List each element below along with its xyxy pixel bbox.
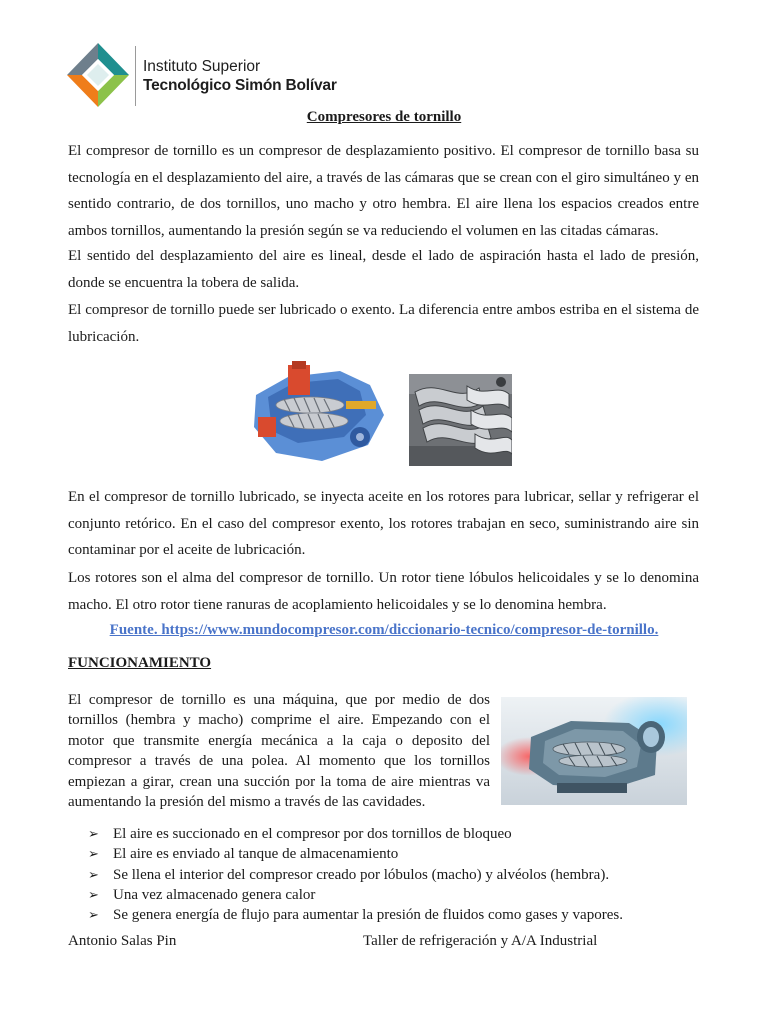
footer-author: Antonio Salas Pin: [68, 933, 177, 949]
paragraph-air-flow: El sentido del desplazamiento del aire es lineal, desde el lado de aspiración hasta el lado de presión, donde se encuentra la tobera de salida.: [68, 248, 699, 291]
arrow-bullet-icon: ➢: [88, 827, 99, 842]
arrow-bullet-icon: ➢: [88, 908, 99, 924]
institution-name-line2: Tecnológico Simón Bolívar: [143, 77, 337, 94]
logo-divider: [135, 46, 136, 106]
screw-rotors-image: [409, 374, 512, 466]
list-item-text: Se genera energía de flujo para aumentar la presión de fluidos como gases y vapores.: [113, 907, 623, 924]
institute-logo: [66, 42, 130, 108]
section-heading-funcionamiento: FUNCIONAMIENTO: [68, 655, 212, 671]
paragraph-lubricated-compressor: En el compresor de tornillo lubricado, se inyecta aceite en los rotores para lubricar, sellar y refrigerar el conjunto retórico. En el caso del compresor exento, los rotores trabajan en seco, suministrando aire sin contaminar por el aceite de lubricación.: [68, 489, 699, 559]
paragraph-lubrication: El compresor de tornillo puede ser lubricado o exento. La diferencia entre ambos estriba en el sistema de lubricación.: [68, 302, 699, 345]
list-item-text: Una vez almacenado genera calor: [113, 886, 316, 903]
arrow-bullet-icon: ➢: [88, 867, 99, 883]
list-item: [88, 824, 708, 844]
list-item: [88, 905, 708, 925]
arrow-bullet-icon: ➢: [88, 847, 99, 863]
paragraph-funcionamiento: El compresor de tornillo es una máquina, que por medio de dos tornillos (hembra y macho) comprime el aire. Empezando con el motor que transmite energía mecánica a la caja o deposito del compresor a través de una polea. Al momento que los tornillos empiezan a girar, crean una succión por la toma de aire mientras va aumentando la presión del mismo a través de las cavidades.: [68, 692, 490, 811]
steps-list: [88, 824, 708, 925]
source-link[interactable]: [0, 622, 768, 639]
list-item-text: El aire es succionado en el compresor por dos tornillos de bloqueo: [113, 826, 512, 842]
footer-course: Taller de refrigeración y A/A Industrial: [363, 933, 598, 949]
source-link-text[interactable]: Fuente. https://www.mundocompresor.com/diccionario-tecnico/compresor-de-tornillo.: [109, 622, 659, 638]
list-item-text: Se llena el interior del compresor creado por lóbulos (macho) y alvéolos (hembra).: [113, 866, 610, 883]
list-item: [88, 865, 708, 885]
compressor-render-image: [501, 697, 687, 805]
institution-name-line1: Instituto Superior: [143, 58, 261, 75]
arrow-bullet-icon: ➢: [88, 887, 99, 903]
paragraph-intro: El compresor de tornillo es un compresor de desplazamiento positivo. El compresor de tornillo basa su tecnología en el desplazamiento del aire, a través de las cámaras que se crean con el giro simultáneo y en sentido contrario, de dos tornillos, uno macho y otro hembra. El aire llena los espacios creados entre ambos tornillos, aumentando la presión según se va reduciendo el volumen en las citadas cámaras.: [68, 143, 699, 239]
compressor-cutaway-image: [248, 357, 390, 469]
document-title: Compresores de tornillo: [306, 109, 462, 125]
list-item: [88, 844, 708, 864]
list-item: [88, 885, 708, 905]
paragraph-rotors: Los rotores son el alma del compresor de tornillo. Un rotor tiene lóbulos helicoidales y se lo denomina macho. El otro rotor tiene ranuras de acoplamiento helicoidales y se lo denomina hembra.: [68, 570, 699, 613]
list-item-text: El aire es enviado al tanque de almacenamiento: [113, 846, 399, 863]
